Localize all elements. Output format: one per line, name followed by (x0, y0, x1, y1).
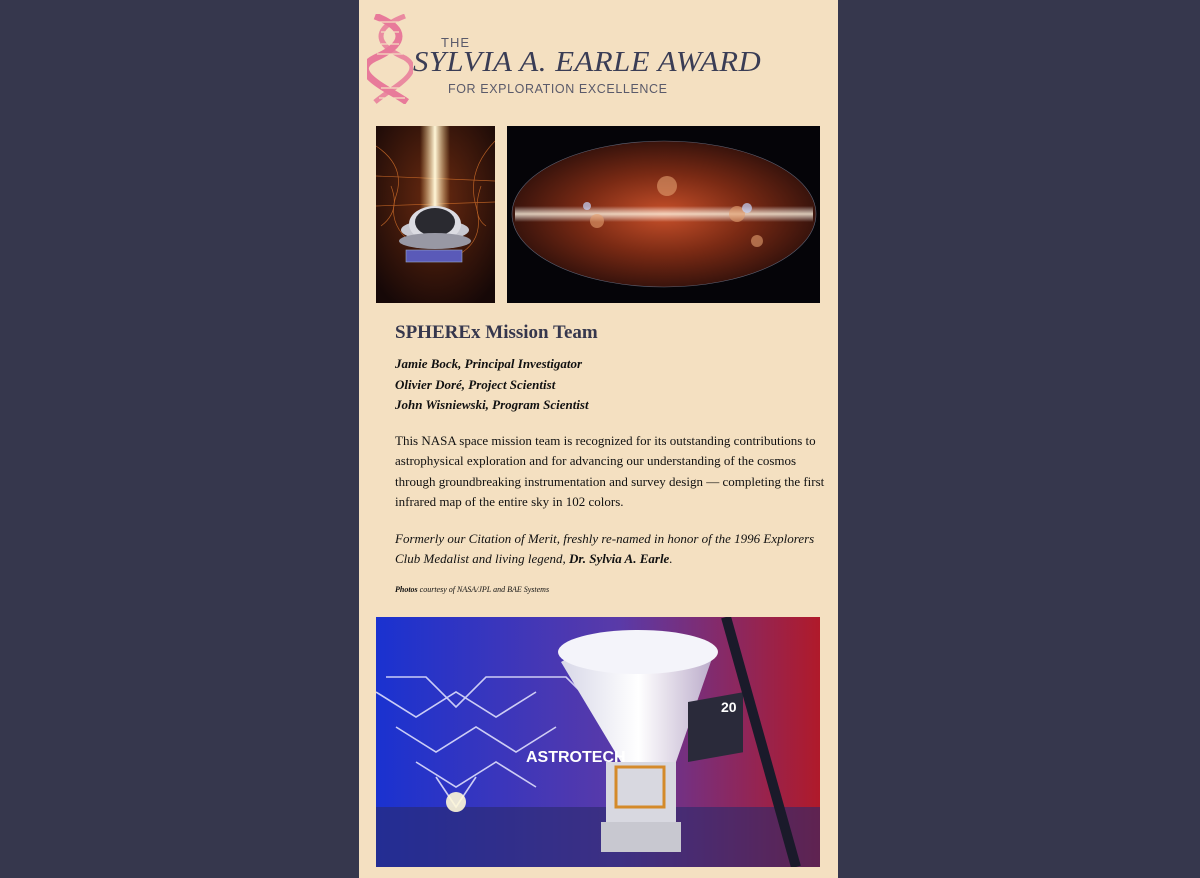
telescope-illustration (376, 126, 495, 303)
award-title: SYLVIA A. EARLE AWARD (413, 46, 762, 78)
astrotech-logo: ASTROTECH (526, 749, 626, 766)
description: This NASA space mission team is recognized for its outstanding contributions to astrophysical exploration and for advancing our understanding of the cosmos through groundbreaking instrumentation and survey design — completing the first infrared map of the entire sky in 102 colors. (395, 432, 825, 509)
award-subtitle: FOR EXPLORATION EXCELLENCE (448, 82, 668, 96)
formerly-prefix: Formerly our Citation of Merit, freshly re-named in honor of the 1996 Explorers Club Medalist and living legend, (395, 530, 815, 566)
main-content (395, 322, 825, 594)
all-sky-infrared-map (507, 126, 820, 303)
marker-20: 20 (721, 699, 737, 715)
photo-credit-text: courtesy of NASA/JPL and BAE Systems (417, 584, 550, 594)
team-title: SPHEREx Mission Team (395, 322, 598, 343)
email-panel (359, 0, 838, 878)
member-2: Olivier Doré, Project Scientist (395, 376, 556, 392)
honoree-name: Dr. Sylvia A. Earle (569, 551, 670, 566)
formerly-note (395, 529, 825, 570)
photo-credit-label: Photos (395, 584, 418, 594)
award-header (359, 0, 838, 120)
spacecraft-photo (376, 617, 820, 867)
formerly-suffix: . (669, 551, 673, 566)
member-1: Jamie Bock, Principal Investigator (395, 356, 583, 371)
photo-credit (395, 585, 825, 594)
member-3: John Wisniewski, Program Scientist (395, 397, 589, 412)
award-the: THE (441, 35, 470, 50)
dna-helix-logo (367, 14, 413, 104)
